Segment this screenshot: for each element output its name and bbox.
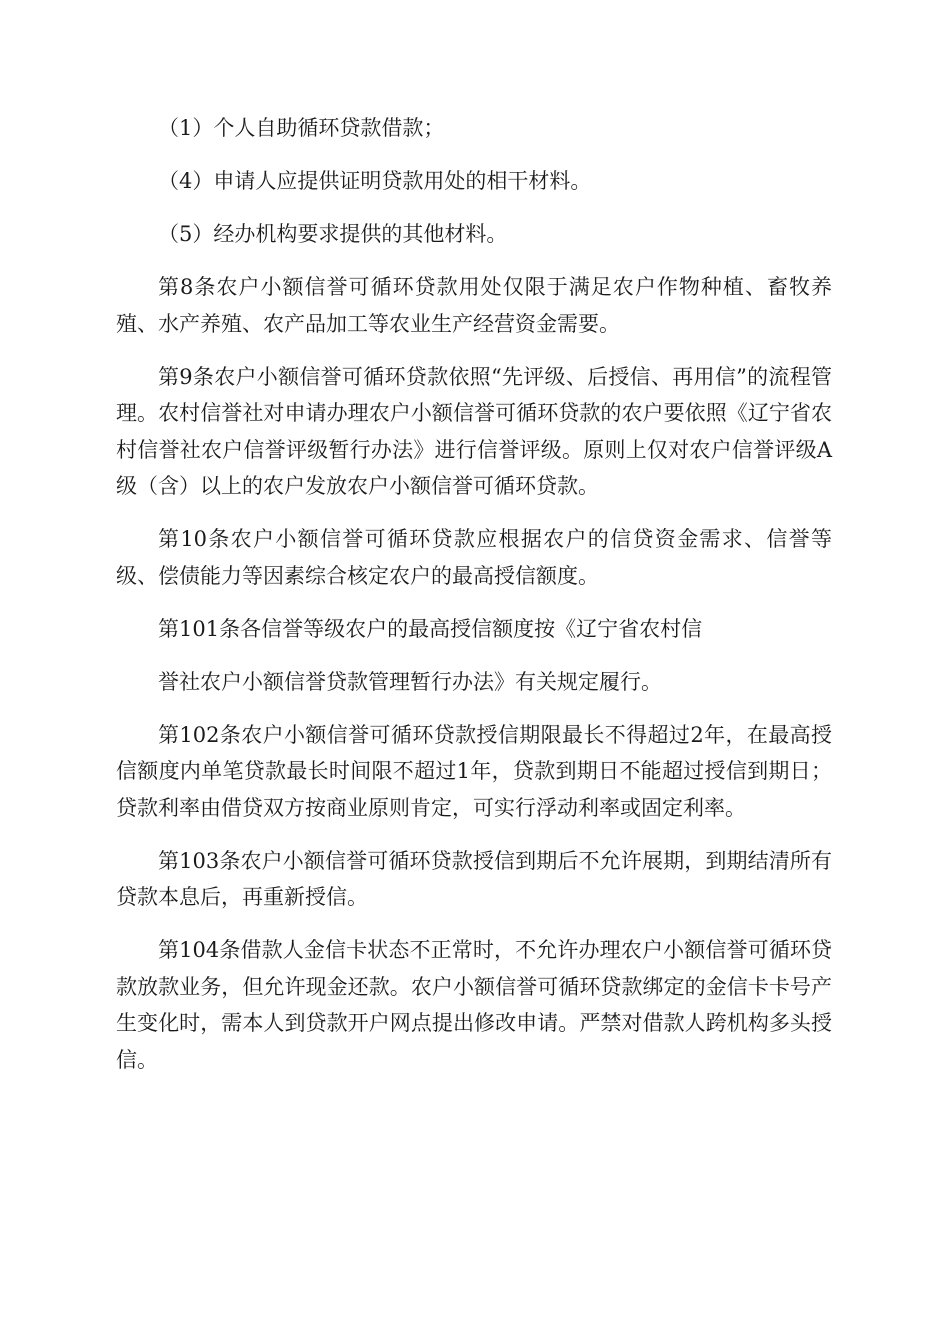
paragraph-item-4: （4）申请人应提供证明贷款用处的相干材料。: [158, 169, 592, 193]
paragraph-item-5: （5）经办机构要求提供的其他材料。: [158, 222, 508, 246]
paragraph-article-10: 第10条农户小额信誉可循环贷款应根据农户的信贷资金需求、信誉等级、偿债能力等因素综合核定农户的最高授信额度。: [116, 527, 832, 588]
paragraph-article-101: 第101条各信誉等级农户的最高授信额度按《辽宁省农村信: [158, 616, 703, 641]
paragraph-article-9: 第9条农户小额信誉可循环贷款依照“先评级、后授信、再用信”的流程管理。农村信誉社对申请办理农户小额信誉可循环贷款的农户要依照《辽宁省农村信誉社农户信誉评级暂行办法》进行信誉评级。原则上仅对农户信誉评级A级（含）以上的农户发放农户小额信誉可循环贷款。: [116, 364, 832, 498]
paragraph-article-103: 第103条农户小额信誉可循环贷款授信到期后不允许展期，到期结清所有贷款本息后，再重新授信。: [116, 848, 832, 909]
paragraph-item-1: （1）个人自助循环贷款借款；: [158, 116, 445, 140]
document-body: [116, 110, 832, 1095]
paragraph-article-102: 第102条农户小额信誉可循环贷款授信期限最长不得超过2年，在最高授信额度内单笔贷款最长时间限不超过1年，贷款到期日不能超过授信到期日；贷款利率由借贷双方按商业原则肯定，可实行浮动利率或固定利率。: [116, 722, 832, 820]
paragraph-article-101-continued: 誉社农户小额信誉贷款管理暂行办法》有关规定履行。: [158, 669, 662, 694]
paragraph-article-8: 第8条农户小额信誉可循环贷款用处仅限于满足农户作物种植、畜牧养殖、水产养殖、农产品加工等农业生产经营资金需要。: [116, 275, 832, 336]
paragraph-article-104: 第104条借款人金信卡状态不正常时，不允许办理农户小额信誉可循环贷款放款业务，但允许现金还款。农户小额信誉可循环贷款绑定的金信卡卡号产生变化时，需本人到贷款开户网点提出修改申请。严禁对借款人跨机构多头授信。: [116, 938, 832, 1072]
